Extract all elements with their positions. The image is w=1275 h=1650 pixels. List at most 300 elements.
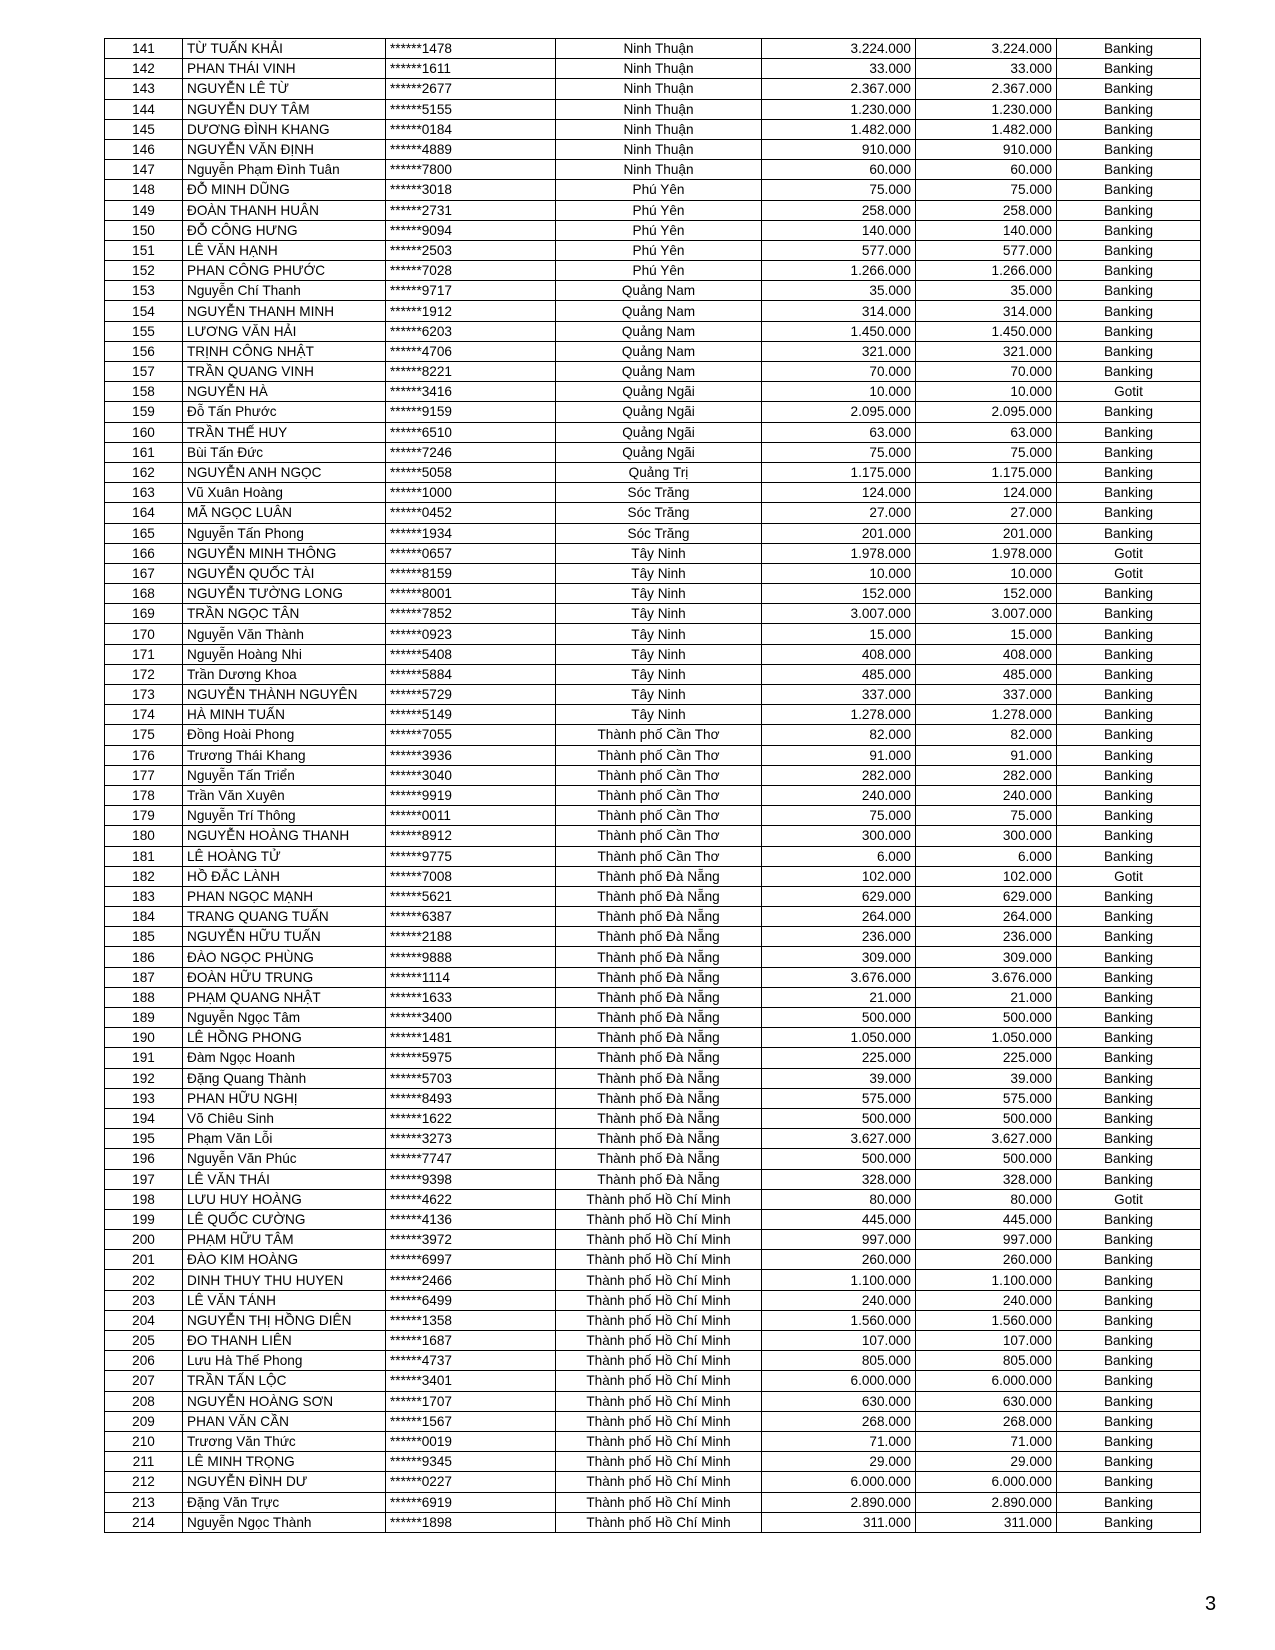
row-number-cell: 211 xyxy=(105,1452,183,1472)
payment-method-cell: Banking xyxy=(1057,362,1201,382)
row-number-cell: 143 xyxy=(105,79,183,99)
amount-cell: 102.000 xyxy=(762,866,916,886)
province-cell: Tây Ninh xyxy=(556,584,762,604)
province-cell: Quảng Ngãi xyxy=(556,382,762,402)
amount-paid-cell: 309.000 xyxy=(916,947,1057,967)
payment-method-cell: Gotit xyxy=(1057,866,1201,886)
customer-name-cell: PHAN NGỌC MẠNH xyxy=(183,886,386,906)
row-number-cell: 170 xyxy=(105,624,183,644)
province-cell: Tây Ninh xyxy=(556,644,762,664)
table-row xyxy=(105,240,1201,260)
row-number-cell: 192 xyxy=(105,1068,183,1088)
table-row xyxy=(105,866,1201,886)
amount-cell: 39.000 xyxy=(762,1068,916,1088)
row-number-cell: 164 xyxy=(105,503,183,523)
amount-paid-cell: 1.560.000 xyxy=(916,1310,1057,1330)
table-row xyxy=(105,604,1201,624)
amount-cell: 282.000 xyxy=(762,765,916,785)
amount-paid-cell: 311.000 xyxy=(916,1512,1057,1532)
row-number-cell: 162 xyxy=(105,462,183,482)
province-cell: Thành phố Đà Nẵng xyxy=(556,1008,762,1028)
province-cell: Ninh Thuận xyxy=(556,119,762,139)
table-row xyxy=(105,705,1201,725)
payment-method-cell: Banking xyxy=(1057,301,1201,321)
payment-method-cell: Banking xyxy=(1057,1209,1201,1229)
row-number-cell: 204 xyxy=(105,1310,183,1330)
payment-method-cell: Banking xyxy=(1057,1472,1201,1492)
amount-paid-cell: 997.000 xyxy=(916,1230,1057,1250)
winners-table xyxy=(104,38,1201,1533)
amount-cell: 500.000 xyxy=(762,1149,916,1169)
row-number-cell: 161 xyxy=(105,442,183,462)
customer-name-cell: DƯƠNG ĐÌNH KHANG xyxy=(183,119,386,139)
payment-method-cell: Banking xyxy=(1057,826,1201,846)
row-number-cell: 183 xyxy=(105,886,183,906)
masked-id-cell: ******2466 xyxy=(386,1270,556,1290)
table-row xyxy=(105,422,1201,442)
masked-id-cell: ******4622 xyxy=(386,1189,556,1209)
amount-paid-cell: 75.000 xyxy=(916,442,1057,462)
amount-cell: 240.000 xyxy=(762,785,916,805)
amount-cell: 268.000 xyxy=(762,1411,916,1431)
amount-paid-cell: 1.050.000 xyxy=(916,1028,1057,1048)
customer-name-cell: Đồng Hoài Phong xyxy=(183,725,386,745)
masked-id-cell: ******1481 xyxy=(386,1028,556,1048)
table-row xyxy=(105,1230,1201,1250)
amount-paid-cell: 240.000 xyxy=(916,785,1057,805)
province-cell: Thành phố Hồ Chí Minh xyxy=(556,1371,762,1391)
amount-paid-cell: 152.000 xyxy=(916,584,1057,604)
row-number-cell: 205 xyxy=(105,1331,183,1351)
customer-name-cell: Nguyễn Hoàng Nhi xyxy=(183,644,386,664)
row-number-cell: 174 xyxy=(105,705,183,725)
payment-method-cell: Banking xyxy=(1057,1310,1201,1330)
amount-paid-cell: 805.000 xyxy=(916,1351,1057,1371)
payment-method-cell: Banking xyxy=(1057,1068,1201,1088)
masked-id-cell: ******1478 xyxy=(386,39,556,59)
payment-method-cell: Banking xyxy=(1057,1411,1201,1431)
amount-cell: 309.000 xyxy=(762,947,916,967)
province-cell: Phú Yên xyxy=(556,240,762,260)
table-row xyxy=(105,1209,1201,1229)
masked-id-cell: ******8221 xyxy=(386,362,556,382)
customer-name-cell: MÃ NGỌC LUÂN xyxy=(183,503,386,523)
customer-name-cell: PHAN HỮU NGHỊ xyxy=(183,1088,386,1108)
row-number-cell: 167 xyxy=(105,563,183,583)
table-row xyxy=(105,1310,1201,1330)
amount-cell: 91.000 xyxy=(762,745,916,765)
masked-id-cell: ******0184 xyxy=(386,119,556,139)
customer-name-cell: NGUYỄN HÀ xyxy=(183,382,386,402)
customer-name-cell: NGUYỄN HOÀNG THANH xyxy=(183,826,386,846)
province-cell: Thành phố Đà Nẵng xyxy=(556,1129,762,1149)
province-cell: Quảng Ngãi xyxy=(556,442,762,462)
province-cell: Thành phố Đà Nẵng xyxy=(556,947,762,967)
customer-name-cell: PHAN THÁI VINH xyxy=(183,59,386,79)
row-number-cell: 169 xyxy=(105,604,183,624)
masked-id-cell: ******2503 xyxy=(386,240,556,260)
table-row xyxy=(105,1169,1201,1189)
province-cell: Thành phố Cần Thơ xyxy=(556,846,762,866)
amount-cell: 152.000 xyxy=(762,584,916,604)
amount-cell: 575.000 xyxy=(762,1088,916,1108)
amount-cell: 337.000 xyxy=(762,685,916,705)
amount-cell: 3.676.000 xyxy=(762,967,916,987)
customer-name-cell: NGUYỄN THANH MINH xyxy=(183,301,386,321)
payment-method-cell: Banking xyxy=(1057,1169,1201,1189)
amount-cell: 240.000 xyxy=(762,1290,916,1310)
masked-id-cell: ******0923 xyxy=(386,624,556,644)
masked-id-cell: ******6997 xyxy=(386,1250,556,1270)
province-cell: Phú Yên xyxy=(556,220,762,240)
amount-paid-cell: 629.000 xyxy=(916,886,1057,906)
table-row xyxy=(105,685,1201,705)
province-cell: Tây Ninh xyxy=(556,664,762,684)
row-number-cell: 142 xyxy=(105,59,183,79)
masked-id-cell: ******1912 xyxy=(386,301,556,321)
customer-name-cell: LÊ MINH TRỌNG xyxy=(183,1452,386,1472)
table-row xyxy=(105,584,1201,604)
amount-cell: 6.000.000 xyxy=(762,1472,916,1492)
amount-cell: 63.000 xyxy=(762,422,916,442)
province-cell: Quảng Nam xyxy=(556,281,762,301)
payment-method-cell: Banking xyxy=(1057,624,1201,644)
province-cell: Thành phố Hồ Chí Minh xyxy=(556,1411,762,1431)
amount-cell: 21.000 xyxy=(762,987,916,1007)
masked-id-cell: ******2188 xyxy=(386,927,556,947)
customer-name-cell: Phạm Văn Lỗi xyxy=(183,1129,386,1149)
province-cell: Thành phố Hồ Chí Minh xyxy=(556,1452,762,1472)
table-row xyxy=(105,1149,1201,1169)
amount-cell: 80.000 xyxy=(762,1189,916,1209)
amount-cell: 328.000 xyxy=(762,1169,916,1189)
row-number-cell: 154 xyxy=(105,301,183,321)
row-number-cell: 203 xyxy=(105,1290,183,1310)
amount-paid-cell: 3.007.000 xyxy=(916,604,1057,624)
table-row xyxy=(105,806,1201,826)
customer-name-cell: NGUYỄN THỊ HỒNG DIÊN xyxy=(183,1310,386,1330)
customer-name-cell: DINH THUY THU HUYEN xyxy=(183,1270,386,1290)
payment-method-cell: Banking xyxy=(1057,1351,1201,1371)
customer-name-cell: Nguyễn Trí Thông xyxy=(183,806,386,826)
masked-id-cell: ******2731 xyxy=(386,200,556,220)
customer-name-cell: LÊ VĂN HẠNH xyxy=(183,240,386,260)
masked-id-cell: ******6919 xyxy=(386,1492,556,1512)
customer-name-cell: LÊ HỒNG PHONG xyxy=(183,1028,386,1048)
customer-name-cell: TRẦN THẾ HUY xyxy=(183,422,386,442)
payment-method-cell: Banking xyxy=(1057,765,1201,785)
row-number-cell: 210 xyxy=(105,1431,183,1451)
row-number-cell: 196 xyxy=(105,1149,183,1169)
masked-id-cell: ******8159 xyxy=(386,563,556,583)
amount-paid-cell: 1.482.000 xyxy=(916,119,1057,139)
table-row xyxy=(105,382,1201,402)
table-row xyxy=(105,1108,1201,1128)
amount-paid-cell: 236.000 xyxy=(916,927,1057,947)
masked-id-cell: ******0452 xyxy=(386,503,556,523)
customer-name-cell: Trần Văn Xuyên xyxy=(183,785,386,805)
province-cell: Tây Ninh xyxy=(556,624,762,644)
amount-cell: 500.000 xyxy=(762,1108,916,1128)
row-number-cell: 187 xyxy=(105,967,183,987)
row-number-cell: 186 xyxy=(105,947,183,967)
table-row xyxy=(105,1431,1201,1451)
amount-cell: 300.000 xyxy=(762,826,916,846)
amount-paid-cell: 124.000 xyxy=(916,483,1057,503)
customer-name-cell: TỪ TUẤN KHẢI xyxy=(183,39,386,59)
amount-cell: 445.000 xyxy=(762,1209,916,1229)
province-cell: Ninh Thuận xyxy=(556,59,762,79)
amount-paid-cell: 630.000 xyxy=(916,1391,1057,1411)
amount-cell: 1.482.000 xyxy=(762,119,916,139)
amount-paid-cell: 1.175.000 xyxy=(916,462,1057,482)
table-row xyxy=(105,79,1201,99)
table-body xyxy=(105,39,1201,1533)
payment-method-cell: Banking xyxy=(1057,200,1201,220)
masked-id-cell: ******4737 xyxy=(386,1351,556,1371)
payment-method-cell: Banking xyxy=(1057,402,1201,422)
amount-cell: 1.560.000 xyxy=(762,1310,916,1330)
masked-id-cell: ******7800 xyxy=(386,160,556,180)
payment-method-cell: Banking xyxy=(1057,281,1201,301)
masked-id-cell: ******8912 xyxy=(386,826,556,846)
amount-cell: 258.000 xyxy=(762,200,916,220)
masked-id-cell: ******4136 xyxy=(386,1209,556,1229)
province-cell: Thành phố Đà Nẵng xyxy=(556,1068,762,1088)
row-number-cell: 166 xyxy=(105,543,183,563)
amount-paid-cell: 102.000 xyxy=(916,866,1057,886)
customer-name-cell: ĐÀO KIM HOÀNG xyxy=(183,1250,386,1270)
amount-paid-cell: 63.000 xyxy=(916,422,1057,442)
amount-paid-cell: 321.000 xyxy=(916,341,1057,361)
table-row xyxy=(105,1411,1201,1431)
amount-paid-cell: 445.000 xyxy=(916,1209,1057,1229)
province-cell: Thành phố Đà Nẵng xyxy=(556,967,762,987)
amount-cell: 82.000 xyxy=(762,725,916,745)
amount-paid-cell: 910.000 xyxy=(916,139,1057,159)
row-number-cell: 158 xyxy=(105,382,183,402)
table-row xyxy=(105,402,1201,422)
row-number-cell: 144 xyxy=(105,99,183,119)
amount-paid-cell: 240.000 xyxy=(916,1290,1057,1310)
province-cell: Quảng Ngãi xyxy=(556,402,762,422)
row-number-cell: 182 xyxy=(105,866,183,886)
payment-method-cell: Banking xyxy=(1057,160,1201,180)
row-number-cell: 206 xyxy=(105,1351,183,1371)
province-cell: Thành phố Đà Nẵng xyxy=(556,1088,762,1108)
row-number-cell: 191 xyxy=(105,1048,183,1068)
table-row xyxy=(105,927,1201,947)
customer-name-cell: NGUYỄN HOÀNG SƠN xyxy=(183,1391,386,1411)
customer-name-cell: LƯƠNG VĂN HẢI xyxy=(183,321,386,341)
amount-cell: 1.278.000 xyxy=(762,705,916,725)
row-number-cell: 173 xyxy=(105,685,183,705)
amount-cell: 805.000 xyxy=(762,1351,916,1371)
masked-id-cell: ******9398 xyxy=(386,1169,556,1189)
payment-method-cell: Banking xyxy=(1057,422,1201,442)
row-number-cell: 148 xyxy=(105,180,183,200)
masked-id-cell: ******5149 xyxy=(386,705,556,725)
customer-name-cell: ĐỖ MINH DŨNG xyxy=(183,180,386,200)
row-number-cell: 147 xyxy=(105,160,183,180)
masked-id-cell: ******5975 xyxy=(386,1048,556,1068)
amount-paid-cell: 6.000.000 xyxy=(916,1472,1057,1492)
amount-cell: 236.000 xyxy=(762,927,916,947)
row-number-cell: 181 xyxy=(105,846,183,866)
table-row xyxy=(105,886,1201,906)
amount-paid-cell: 6.000.000 xyxy=(916,1371,1057,1391)
table-row xyxy=(105,442,1201,462)
customer-name-cell: NGUYỄN VĂN ĐỊNH xyxy=(183,139,386,159)
customer-name-cell: NGUYỄN TƯỜNG LONG xyxy=(183,584,386,604)
masked-id-cell: ******0011 xyxy=(386,806,556,826)
amount-cell: 10.000 xyxy=(762,382,916,402)
row-number-cell: 175 xyxy=(105,725,183,745)
customer-name-cell: Trương Thái Khang xyxy=(183,745,386,765)
amount-cell: 408.000 xyxy=(762,644,916,664)
province-cell: Ninh Thuận xyxy=(556,99,762,119)
amount-paid-cell: 201.000 xyxy=(916,523,1057,543)
customer-name-cell: ĐÀO NGỌC PHÙNG xyxy=(183,947,386,967)
amount-paid-cell: 300.000 xyxy=(916,826,1057,846)
province-cell: Phú Yên xyxy=(556,261,762,281)
row-number-cell: 193 xyxy=(105,1088,183,1108)
province-cell: Thành phố Hồ Chí Minh xyxy=(556,1290,762,1310)
masked-id-cell: ******5621 xyxy=(386,886,556,906)
payment-method-cell: Banking xyxy=(1057,745,1201,765)
customer-name-cell: ĐOÀN THANH HUÂN xyxy=(183,200,386,220)
amount-cell: 485.000 xyxy=(762,664,916,684)
customer-name-cell: PHẠM HỮU TÂM xyxy=(183,1230,386,1250)
amount-paid-cell: 1.278.000 xyxy=(916,705,1057,725)
customer-name-cell: Nguyễn Ngọc Tâm xyxy=(183,1008,386,1028)
province-cell: Ninh Thuận xyxy=(556,79,762,99)
amount-cell: 1.978.000 xyxy=(762,543,916,563)
amount-cell: 1.100.000 xyxy=(762,1270,916,1290)
payment-method-cell: Banking xyxy=(1057,967,1201,987)
amount-cell: 3.627.000 xyxy=(762,1129,916,1149)
province-cell: Thành phố Hồ Chí Minh xyxy=(556,1472,762,1492)
table-row xyxy=(105,1088,1201,1108)
customer-name-cell: Nguyễn Văn Phúc xyxy=(183,1149,386,1169)
payment-method-cell: Banking xyxy=(1057,664,1201,684)
row-number-cell: 160 xyxy=(105,422,183,442)
amount-cell: 1.230.000 xyxy=(762,99,916,119)
masked-id-cell: ******1707 xyxy=(386,1391,556,1411)
amount-cell: 10.000 xyxy=(762,563,916,583)
amount-paid-cell: 314.000 xyxy=(916,301,1057,321)
amount-paid-cell: 500.000 xyxy=(916,1149,1057,1169)
province-cell: Quảng Trị xyxy=(556,462,762,482)
payment-method-cell: Banking xyxy=(1057,220,1201,240)
amount-cell: 35.000 xyxy=(762,281,916,301)
masked-id-cell: ******8001 xyxy=(386,584,556,604)
table-row xyxy=(105,200,1201,220)
amount-cell: 29.000 xyxy=(762,1452,916,1472)
table-row xyxy=(105,503,1201,523)
customer-name-cell: TRẦN QUANG VINH xyxy=(183,362,386,382)
row-number-cell: 159 xyxy=(105,402,183,422)
payment-method-cell: Banking xyxy=(1057,59,1201,79)
row-number-cell: 157 xyxy=(105,362,183,382)
masked-id-cell: ******5408 xyxy=(386,644,556,664)
province-cell: Quảng Nam xyxy=(556,321,762,341)
table-row xyxy=(105,362,1201,382)
table-row xyxy=(105,1028,1201,1048)
payment-method-cell: Banking xyxy=(1057,1371,1201,1391)
amount-paid-cell: 15.000 xyxy=(916,624,1057,644)
payment-method-cell: Banking xyxy=(1057,886,1201,906)
customer-name-cell: Bùi Tấn Đức xyxy=(183,442,386,462)
payment-method-cell: Banking xyxy=(1057,1149,1201,1169)
province-cell: Thành phố Đà Nẵng xyxy=(556,1048,762,1068)
amount-paid-cell: 21.000 xyxy=(916,987,1057,1007)
customer-name-cell: ĐO THANH LIÊN xyxy=(183,1331,386,1351)
payment-method-cell: Banking xyxy=(1057,1048,1201,1068)
customer-name-cell: NGUYỄN ANH NGỌC xyxy=(183,462,386,482)
amount-cell: 629.000 xyxy=(762,886,916,906)
province-cell: Tây Ninh xyxy=(556,705,762,725)
amount-paid-cell: 268.000 xyxy=(916,1411,1057,1431)
customer-name-cell: NGUYỄN ĐÌNH DƯ xyxy=(183,1472,386,1492)
province-cell: Quảng Nam xyxy=(556,301,762,321)
amount-paid-cell: 408.000 xyxy=(916,644,1057,664)
table-row xyxy=(105,644,1201,664)
amount-cell: 1.050.000 xyxy=(762,1028,916,1048)
row-number-cell: 141 xyxy=(105,39,183,59)
payment-method-cell: Banking xyxy=(1057,785,1201,805)
customer-name-cell: NGUYỄN THÀNH NGUYÊN xyxy=(183,685,386,705)
province-cell: Thành phố Đà Nẵng xyxy=(556,886,762,906)
masked-id-cell: ******9345 xyxy=(386,1452,556,1472)
amount-cell: 3.007.000 xyxy=(762,604,916,624)
province-cell: Ninh Thuận xyxy=(556,139,762,159)
amount-paid-cell: 2.095.000 xyxy=(916,402,1057,422)
payment-method-cell: Banking xyxy=(1057,321,1201,341)
masked-id-cell: ******9775 xyxy=(386,846,556,866)
amount-cell: 3.224.000 xyxy=(762,39,916,59)
customer-name-cell: Nguyễn Văn Thành xyxy=(183,624,386,644)
amount-cell: 2.367.000 xyxy=(762,79,916,99)
amount-cell: 630.000 xyxy=(762,1391,916,1411)
row-number-cell: 172 xyxy=(105,664,183,684)
payment-method-cell: Banking xyxy=(1057,341,1201,361)
masked-id-cell: ******1358 xyxy=(386,1310,556,1330)
payment-method-cell: Banking xyxy=(1057,119,1201,139)
customer-name-cell: TRỊNH CÔNG NHẬT xyxy=(183,341,386,361)
masked-id-cell: ******3972 xyxy=(386,1230,556,1250)
table-row xyxy=(105,462,1201,482)
province-cell: Phú Yên xyxy=(556,180,762,200)
customer-name-cell: ĐỖ CÔNG HƯNG xyxy=(183,220,386,240)
province-cell: Sóc Trăng xyxy=(556,523,762,543)
customer-name-cell: Đỗ Tấn Phước xyxy=(183,402,386,422)
amount-cell: 75.000 xyxy=(762,180,916,200)
payment-method-cell: Banking xyxy=(1057,947,1201,967)
customer-name-cell: Đặng Quang Thành xyxy=(183,1068,386,1088)
table-row xyxy=(105,907,1201,927)
table-row xyxy=(105,563,1201,583)
masked-id-cell: ******1622 xyxy=(386,1108,556,1128)
payment-method-cell: Banking xyxy=(1057,725,1201,745)
table-row xyxy=(105,1371,1201,1391)
payment-method-cell: Banking xyxy=(1057,240,1201,260)
customer-name-cell: Đặng Văn Trực xyxy=(183,1492,386,1512)
payment-method-cell: Banking xyxy=(1057,907,1201,927)
masked-id-cell: ******5884 xyxy=(386,664,556,684)
province-cell: Phú Yên xyxy=(556,200,762,220)
customer-name-cell: Nguyễn Ngọc Thành xyxy=(183,1512,386,1532)
